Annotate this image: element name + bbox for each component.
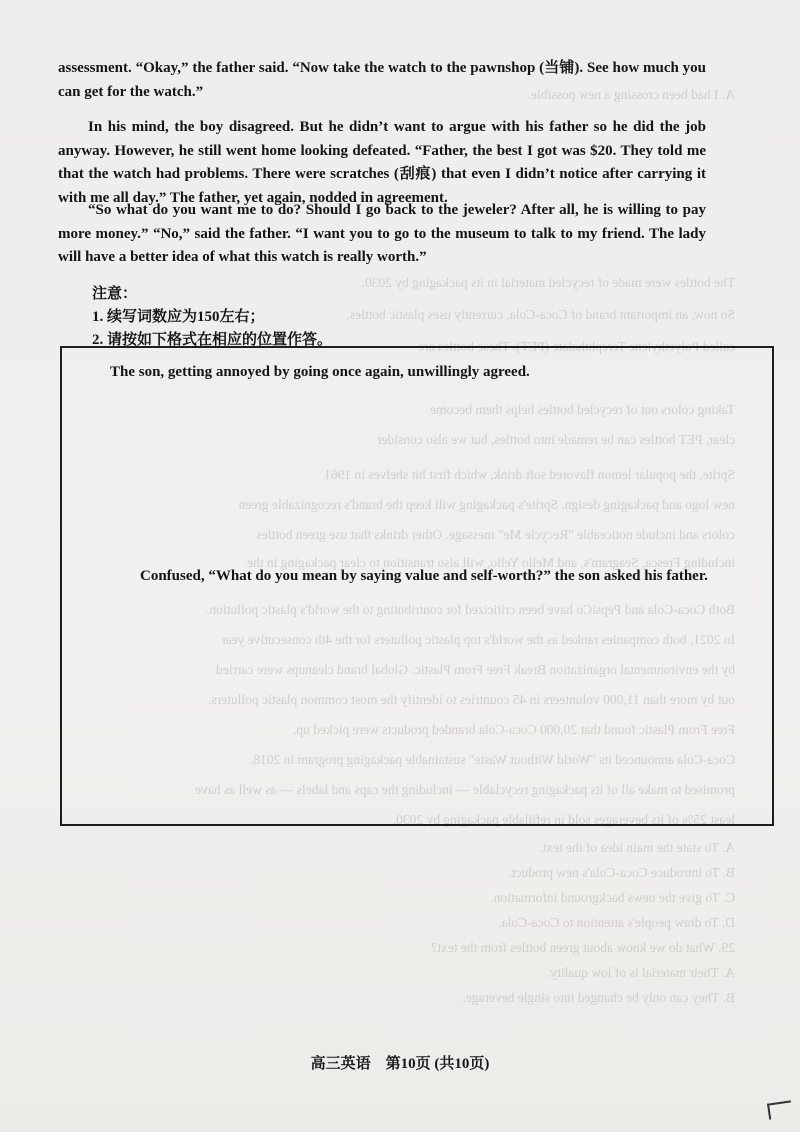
story-paragraph-3: “So what do you want me to do? Should I go back to the jeweler? After all, he is willing to pay more money.” “No,” said the father. “I want you to go to the museum to talk to my friend. The lady will have a better idea of what this watch is really worth.” [58, 202, 706, 265]
note-item-word-count: 1. 续写词数应为150左右； [92, 309, 265, 325]
exam-page: A. I had been crossing a new possible. The bottles were made of recycled material in its packaging by 2030. So now, an important brand of Coca-Cola, currently uses plastic bottles. called Polyethylene Terephthalate (PET). These bottles are Taking colors out of recycled bottles helps them become clear, PET bottles can be remade into bottles, but we also consider Sprite, the popular lemon flavored soft drink, which first hit shelves in 1961 new logo and packaging design. Sprite's packaging will keep the brand's recognizable green colors and include noticeable "Recycle Me" message. Other drinks that use green bottles including Fresca, Seagram's, and Mello Yello, will also transition to clear packaging in the Both Coca-Cola and PepsiCo have been criticized for contributing to the world's plastic pollution. In 2021, both companies ranked as the world's top plastic polluters for the 4th consecutive year by the environmental organization Break Free From Plastic. Global brand cleanups were carried out by more than 11,000 volunteers in 45 countries to identify the most common plastic polluters. Free From Plastic found that 20,000 Coca-Cola branded products were picked up. Coca-Cola announced its "World Without Waste" sustainable packaging program in 2018. promised to make all of its packaging recyclable — including the caps and labels — as well as have least 25% of its beverages sold in refillable packaging by 2030. A. To state the main idea of the text. B. To introduce Coca-Cola's new product. C. To give the news background information. D. To draw people's attention to Coca-Cola. 29. What do we know about green bottles from the text? A. Their material is of low quality. B. They can only be changed into single beverage. assessment. “Okay,” the father said. “Now take the watch to the pawnshop (当铺). See how much you can get for the watch.” In his mind, the boy disagreed. But he didn’t want to argue with his father so he did the job anyway. However, he still went home looking defeated. “Father, the best I got was $20. They told me that the watch had problems. There were scratches (刮痕) that even I didn’t notice after carrying it with me all day.” The father, yet again, nodded in agreement. “So what do you want me to do? Should I go back to the jeweler? After all, he is willing to pay more money.” “No,” said the father. “I want you to go to the museum to talk to my friend. The lady will have a better idea of what this watch is really worth.” 注意： 1. 续写词数应为150左右； 2. 请按如下格式在相应的位置作答。 The son, getting annoyed by going once again, unwillingly agreed. Confused, “What do you mean by saying value and self-worth?” the son asked his father. 高三英语 第10页 (共10页) [0, 0, 800, 1132]
writing-notes [88, 283, 332, 352]
page-footer: 高三英语 第10页 (共10页) [310, 1056, 490, 1072]
page-corner-mark [767, 1100, 793, 1119]
note-item-format: 2. 请按如下格式在相应的位置作答。 [92, 332, 333, 348]
continuation-prompt-1: The son, getting annoyed by going once again, unwillingly agreed. [110, 364, 530, 380]
story-paragraph-1: assessment. “Okay,” the father said. “Now take the watch to the pawnshop (当铺). See how much you can get for the watch.” [58, 60, 706, 100]
story-paragraph-2: In his mind, the boy disagreed. But he didn’t want to argue with his father so he did the job anyway. However, he still went home looking defeated. “Father, the best I got was $20. They told me that the watch had problems. There were scratches (刮痕) that even I didn’t notice after carrying it with me all day.” The father, yet again, nodded in agreement. [58, 119, 706, 206]
notes-label: 注意： [92, 286, 138, 302]
answer-box[interactable] [60, 346, 774, 826]
continuation-prompt-2: Confused, “What do you mean by saying value and self-worth?” the son asked his father. [140, 568, 708, 584]
